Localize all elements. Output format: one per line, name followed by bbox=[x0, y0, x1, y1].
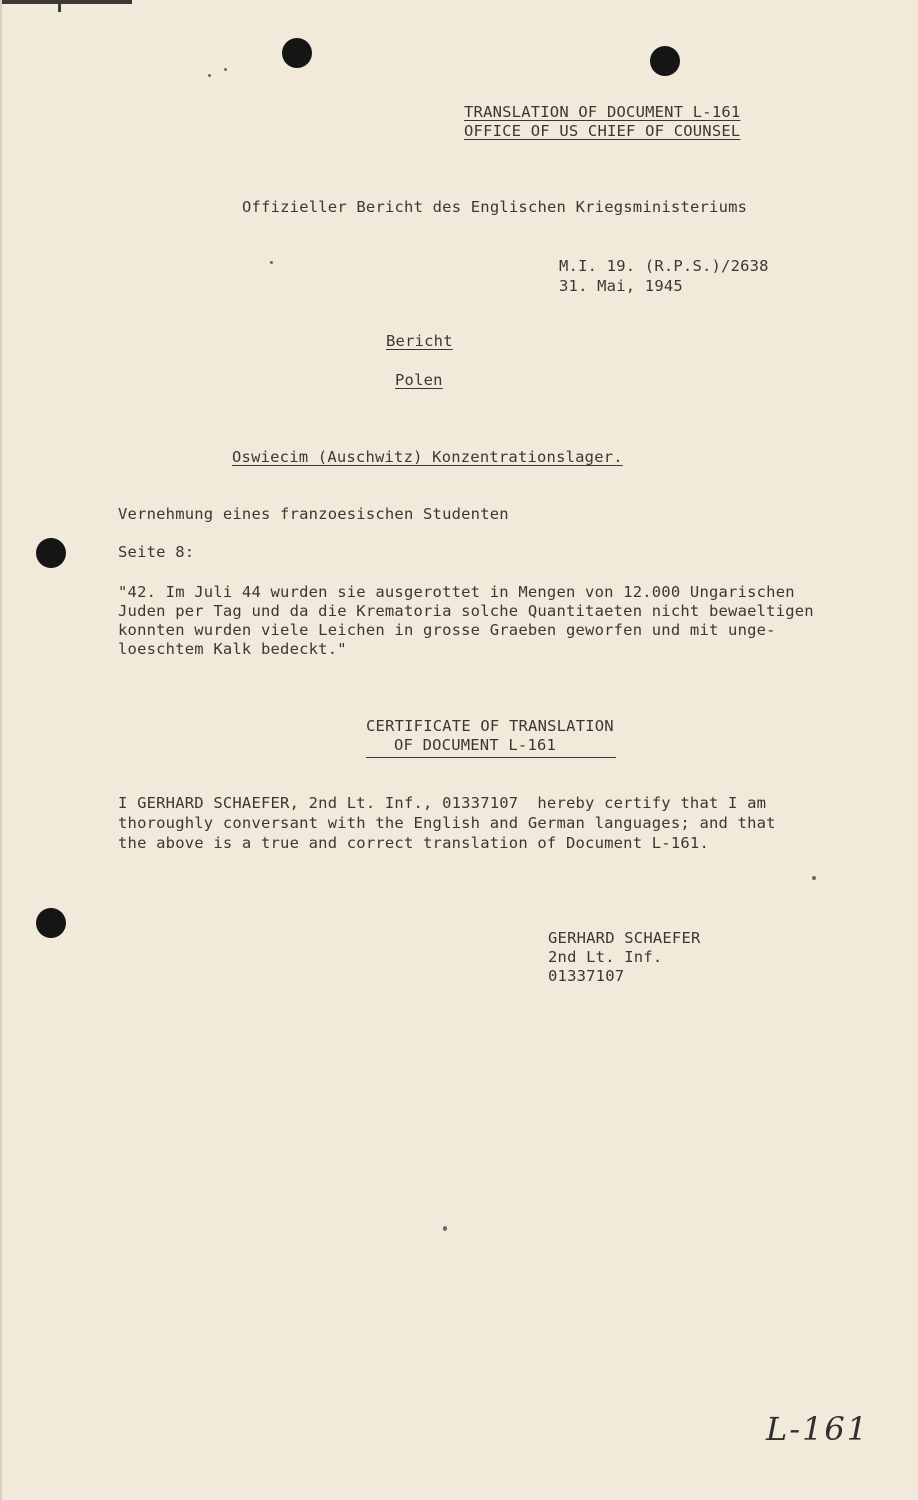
certificate-title-line-2: OF DOCUMENT L-161 bbox=[366, 736, 616, 758]
punch-hole-left-middle bbox=[36, 538, 66, 568]
speck bbox=[270, 261, 273, 264]
punch-hole-left-lower bbox=[36, 908, 66, 938]
corner-mark bbox=[2, 0, 132, 4]
speck bbox=[208, 74, 211, 77]
handwritten-document-number: L-161 bbox=[766, 1410, 870, 1448]
speck bbox=[812, 876, 816, 880]
punch-hole-top-right bbox=[650, 46, 680, 76]
body-page-ref: Seite 8: bbox=[118, 543, 195, 561]
reference-date: 31. Mai, 1945 bbox=[559, 277, 683, 295]
reference-number: M.I. 19. (R.P.S.)/2638 bbox=[559, 257, 769, 275]
speck bbox=[443, 1226, 447, 1231]
quote-line: Juden per Tag und da die Krematoria solche Quantitaeten nicht bewaeltigen bbox=[118, 602, 814, 620]
signature-name: GERHARD SCHAEFER bbox=[548, 929, 701, 947]
document-title: Offizieller Bericht des Englischen Kriegsministeriums bbox=[242, 198, 748, 216]
certificate-text-line: I GERHARD SCHAEFER, 2nd Lt. Inf., 01337107 hereby certify that I am bbox=[118, 794, 767, 812]
certificate-title-line-1: CERTIFICATE OF TRANSLATION bbox=[366, 717, 614, 735]
signature-serial: 01337107 bbox=[548, 967, 625, 985]
punch-hole-top-left bbox=[282, 38, 312, 68]
quote-line: loeschtem Kalk bedeckt." bbox=[118, 640, 347, 658]
signature-rank: 2nd Lt. Inf. bbox=[548, 948, 663, 966]
heading-camp: Oswiecim (Auschwitz) Konzentrationslager. bbox=[232, 448, 623, 466]
heading-bericht: Bericht bbox=[386, 332, 453, 350]
quote-line: konnten wurden viele Leichen in grosse Graeben geworfen und mit unge- bbox=[118, 621, 776, 639]
certificate-text-line: thoroughly conversant with the English and German languages; and that bbox=[118, 814, 776, 832]
body-intro: Vernehmung eines franzoesischen Studenten bbox=[118, 505, 509, 523]
quote-line: "42. Im Juli 44 wurden sie ausgerottet in Mengen von 12.000 Ungarischen bbox=[118, 583, 795, 601]
certificate-text-line: the above is a true and correct translation of Document L-161. bbox=[118, 834, 709, 852]
speck bbox=[224, 68, 227, 71]
corner-tick bbox=[58, 0, 61, 12]
header-line-1: TRANSLATION OF DOCUMENT L-161 bbox=[464, 103, 741, 121]
heading-polen: Polen bbox=[395, 371, 443, 389]
header-line-2: OFFICE OF US CHIEF OF COUNSEL bbox=[464, 122, 741, 140]
